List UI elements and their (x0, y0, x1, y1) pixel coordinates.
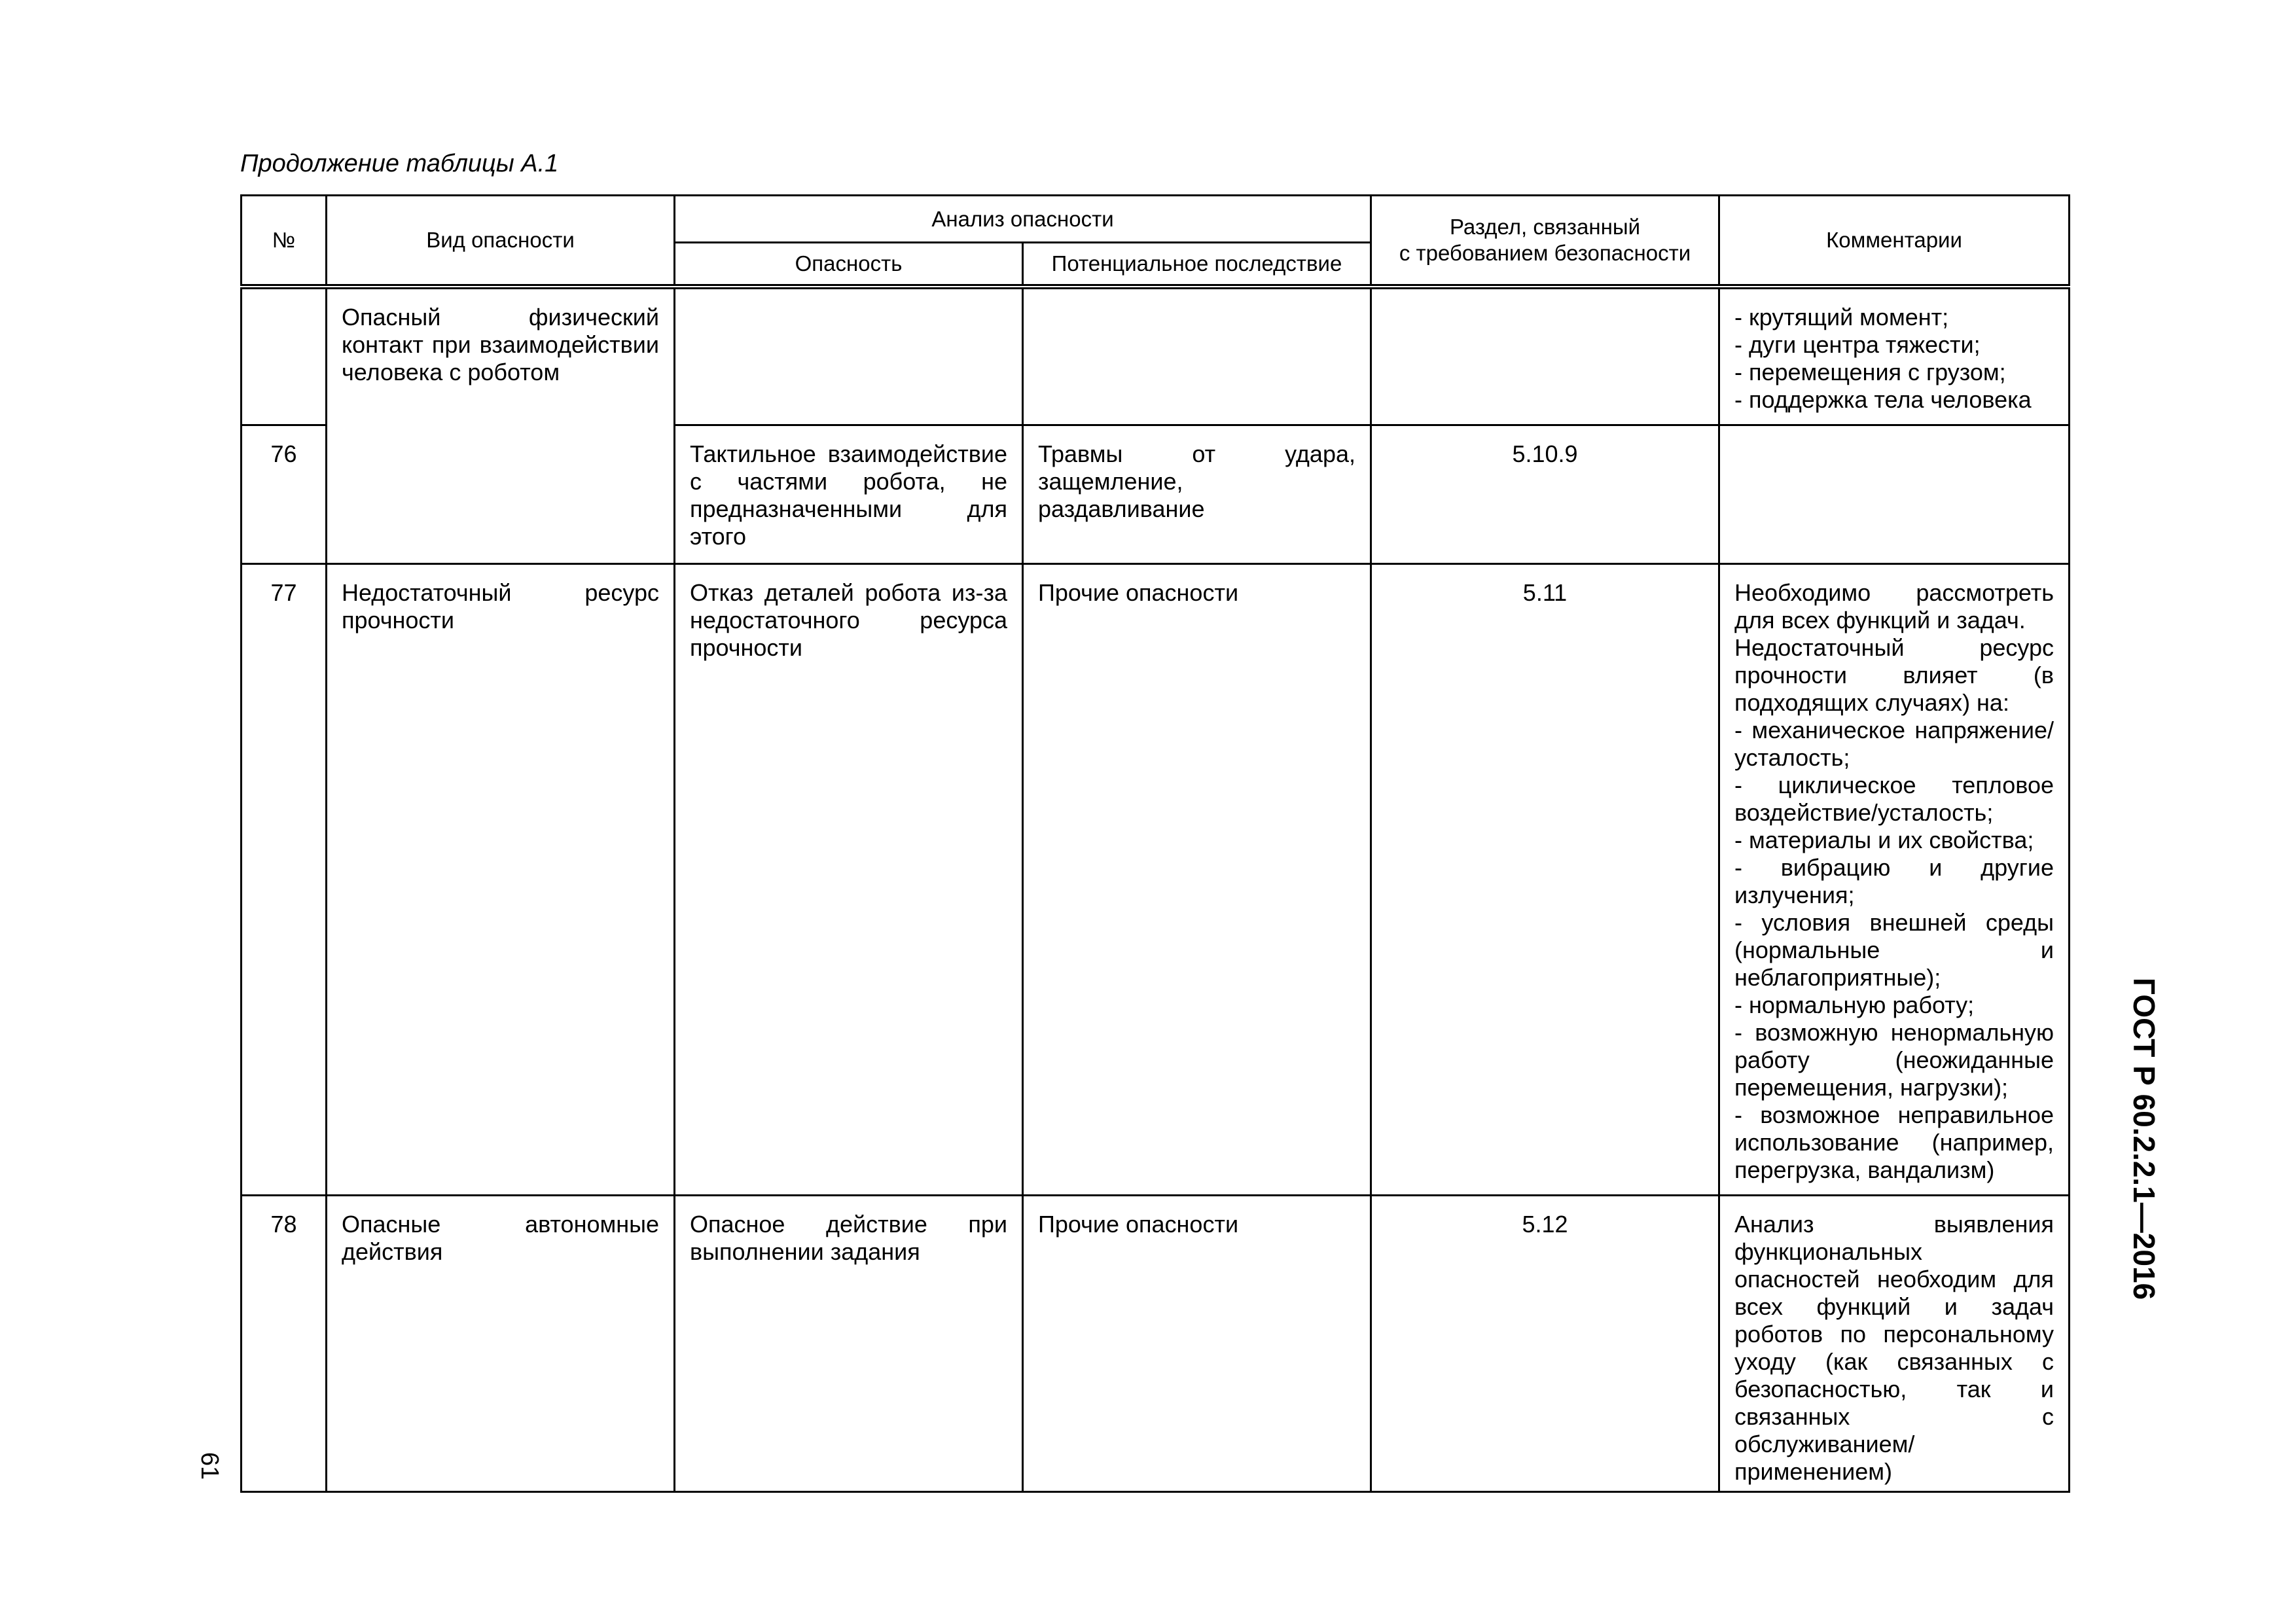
cell-consequence (1023, 287, 1371, 425)
cell-num (242, 287, 327, 425)
cell-section (1371, 287, 1719, 425)
comment-line: - вибрацию и другие излучения; (1734, 854, 2054, 908)
hazard-table (240, 194, 2070, 1493)
cell-num: 77 (242, 564, 327, 1196)
cell-comments (1719, 1196, 2070, 1492)
comment-line: - условия внешней среды (нормальные и неблагоприятные); (1734, 909, 2054, 991)
comment-line: - возможное неправильное использование (например, перегрузка, вандализм) (1734, 1101, 2054, 1183)
cell-num: 78 (242, 1196, 327, 1492)
comment-line: - перемещения с грузом; (1734, 358, 2006, 385)
comment-line: - дуги центра тяжести; (1734, 330, 1981, 358)
cell-section: 5.11 (1371, 564, 1719, 1196)
cell-hazard-type: Опасный физический контакт при взаимодействии человека с роботом (327, 287, 675, 564)
header-hazard: Опасность (675, 243, 1023, 287)
cell-hazard-type: Недостаточный ресурс прочности (327, 564, 675, 1196)
cell-comments (1719, 287, 2070, 425)
cell-consequence: Прочие опасности (1023, 1196, 1371, 1492)
cell-section: 5.12 (1371, 1196, 1719, 1492)
cell-consequence: Прочие опасности (1023, 564, 1371, 1196)
standard-code (2111, 812, 2177, 1466)
cell-hazard: Опасное действие при выполнении задания (675, 1196, 1023, 1492)
page-number (190, 1446, 229, 1486)
table-caption: Продолжение таблицы А.1 (240, 150, 559, 177)
header-section-line: Раздел, связанный (1449, 214, 1641, 239)
table-header-row (242, 196, 2070, 243)
cell-consequence: Травмы от удара, защемление, раздавливание (1023, 425, 1371, 564)
cell-hazard (675, 287, 1023, 425)
header-consequence: Потенциальное последствие (1023, 243, 1371, 287)
standard-code-text: ГОСТ Р 60.2.2.1—2016 (2127, 977, 2161, 1300)
cell-comments (1719, 425, 2070, 564)
cell-hazard-type: Опасные автономные действия (327, 1196, 675, 1492)
header-analysis: Анализ опасности (675, 196, 1371, 243)
header-hazard-type: Вид опасности (327, 196, 675, 287)
cell-comments (1719, 564, 2070, 1196)
cell-hazard: Тактильное взаимодействие с частями робота, не предназначенными для этого (675, 425, 1023, 564)
comment-line: - нормальную работу; (1734, 991, 1975, 1018)
header-num: № (242, 196, 327, 287)
comment-line: - материалы и их свойства; (1734, 827, 2034, 853)
cell-section: 5.10.9 (1371, 425, 1719, 564)
comment-line: - поддержка тела человека (1734, 385, 2032, 413)
table-row (242, 564, 2070, 1196)
header-comments: Комментарии (1719, 196, 2070, 287)
cell-num: 76 (242, 425, 327, 564)
table-row (242, 287, 2070, 425)
cell-hazard: Отказ деталей робота из-за недостаточного ресурса прочности (675, 564, 1023, 1196)
comment-line: - крутящий момент; (1734, 303, 1949, 330)
page-number-text: 61 (196, 1452, 223, 1480)
table-row (242, 1196, 2070, 1492)
comment-line: Недостаточный ресурс прочности влияет (в подходящих случаях) на: (1734, 634, 2054, 716)
comment-line: Необходимо рассмотреть для всех функций и задач. (1734, 579, 2054, 633)
comment-line: - возможную ненормальную работу (неожиданные перемещения, нагрузки); (1734, 1019, 2054, 1101)
header-section (1371, 196, 1719, 287)
header-section-line: с требованием безопасности (1399, 240, 1691, 265)
comment-line: - циклическое тепловое воздействие/усталость; (1734, 772, 2054, 826)
comment-line: - механическое напряжение/усталость; (1734, 717, 2054, 771)
comment-line: Анализ выявления функциональных опасностей необходим для всех функций и задач роботов по персональному уходу (как связанных с безопасностью, так и связанных с обслуживанием/применением) (1734, 1211, 2054, 1485)
